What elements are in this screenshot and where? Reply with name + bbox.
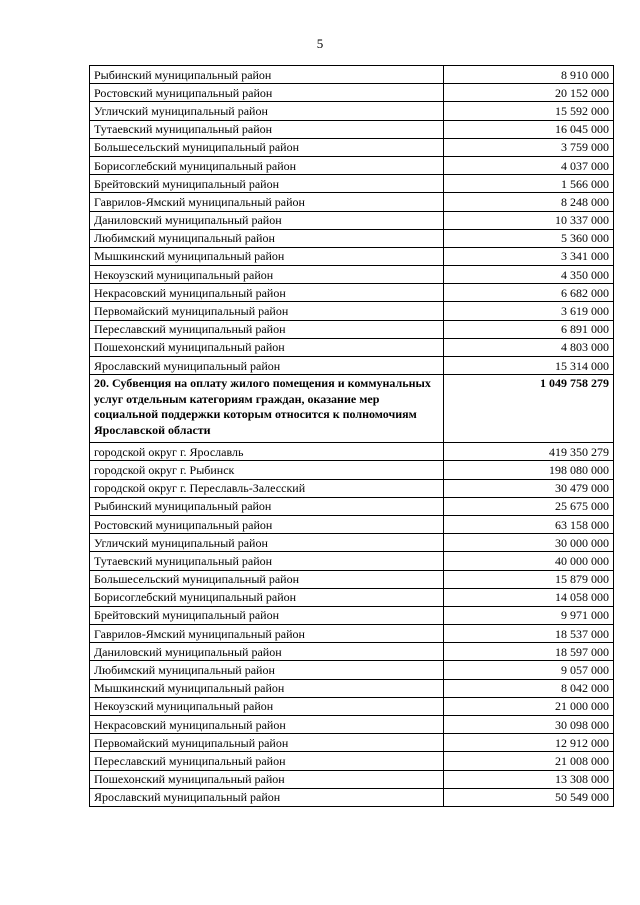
district-amount: 20 152 000 [444,84,614,102]
district-amount: 8 042 000 [444,679,614,697]
district-amount: 9 971 000 [444,606,614,624]
table-row [90,534,614,552]
district-amount: 198 080 000 [444,461,614,479]
table-row [90,697,614,715]
section-header [90,375,614,443]
district-amount: 3 759 000 [444,138,614,156]
table-row [90,716,614,734]
table-row [90,66,614,84]
table-row [90,193,614,211]
table-row [90,606,614,624]
district-name: Ярославский муниципальный район [90,788,444,806]
district-amount: 18 597 000 [444,643,614,661]
district-amount: 6 682 000 [444,284,614,302]
table-row [90,497,614,515]
table-row [90,284,614,302]
district-amount: 4 037 000 [444,156,614,174]
district-amount: 16 045 000 [444,120,614,138]
district-name: Тутаевский муниципальный район [90,120,444,138]
district-amount: 6 891 000 [444,320,614,338]
district-amount: 30 000 000 [444,534,614,552]
district-name: Даниловский муниципальный район [90,211,444,229]
table-row [90,266,614,284]
district-amount: 8 248 000 [444,193,614,211]
district-amount: 30 479 000 [444,479,614,497]
district-name: Любимский муниципальный район [90,229,444,247]
district-name: Даниловский муниципальный район [90,643,444,661]
table-row [90,338,614,356]
district-amount: 10 337 000 [444,211,614,229]
table-row [90,84,614,102]
district-name: Тутаевский муниципальный район [90,552,444,570]
table-row [90,102,614,120]
district-name: Большесельский муниципальный район [90,138,444,156]
district-amount: 63 158 000 [444,515,614,533]
district-name: Борисоглебский муниципальный район [90,588,444,606]
district-amount: 3 619 000 [444,302,614,320]
table-row [90,552,614,570]
district-name: Брейтовский муниципальный район [90,175,444,193]
table-row [90,570,614,588]
table-row [90,734,614,752]
district-name: Некрасовский муниципальный район [90,284,444,302]
table-row [90,588,614,606]
table-row [90,515,614,533]
district-amount: 15 592 000 [444,102,614,120]
district-amount: 5 360 000 [444,229,614,247]
district-name: городской округ г. Рыбинск [90,461,444,479]
district-name: Угличский муниципальный район [90,534,444,552]
district-name: Первомайский муниципальный район [90,734,444,752]
section-title: 20. Субвенция на оплату жилого помещения и коммунальных услуг отдельным категориям граждан, оказание мер социальной поддержки которым относится к полномочиям Ярославской области [90,375,444,443]
table-row [90,752,614,770]
table-row [90,770,614,788]
district-amount: 9 057 000 [444,661,614,679]
table-body-part1 [90,66,614,375]
district-name: Большесельский муниципальный район [90,570,444,588]
section-total-amount: 1 049 758 279 [444,375,614,443]
table-row [90,357,614,375]
district-amount: 12 912 000 [444,734,614,752]
district-name: городской округ г. Переславль-Залесский [90,479,444,497]
table-row [90,156,614,174]
district-amount: 4 350 000 [444,266,614,284]
district-amount: 1 566 000 [444,175,614,193]
district-name: Ярославский муниципальный район [90,357,444,375]
table-row [90,138,614,156]
district-amount: 50 549 000 [444,788,614,806]
table-body-part2 [90,443,614,807]
table-row [90,625,614,643]
district-amount: 18 537 000 [444,625,614,643]
district-name: Рыбинский муниципальный район [90,66,444,84]
table-row [90,247,614,265]
district-name: Мышкинский муниципальный район [90,247,444,265]
district-name: Ростовский муниципальный район [90,84,444,102]
table-row [90,788,614,806]
subvention-table [89,65,614,807]
section-row [90,375,614,443]
table-row [90,479,614,497]
table-row [90,461,614,479]
page-number: 5 [316,36,324,51]
district-amount: 14 058 000 [444,588,614,606]
district-name: городской округ г. Ярославль [90,443,444,461]
district-amount: 21 000 000 [444,697,614,715]
table-row [90,211,614,229]
table-row [90,229,614,247]
district-name: Некоузский муниципальный район [90,266,444,284]
district-name: Гаврилов-Ямский муниципальный район [90,625,444,643]
district-amount: 21 008 000 [444,752,614,770]
district-name: Некрасовский муниципальный район [90,716,444,734]
district-name: Мышкинский муниципальный район [90,679,444,697]
district-name: Брейтовский муниципальный район [90,606,444,624]
district-name: Угличский муниципальный район [90,102,444,120]
district-amount: 15 314 000 [444,357,614,375]
district-name: Гаврилов-Ямский муниципальный район [90,193,444,211]
district-name: Первомайский муниципальный район [90,302,444,320]
district-name: Пошехонский муниципальный район [90,770,444,788]
district-amount: 8 910 000 [444,66,614,84]
district-amount: 40 000 000 [444,552,614,570]
table-row [90,643,614,661]
district-name: Любимский муниципальный район [90,661,444,679]
table-row [90,679,614,697]
district-amount: 4 803 000 [444,338,614,356]
district-amount: 419 350 279 [444,443,614,461]
district-amount: 15 879 000 [444,570,614,588]
district-name: Пошехонский муниципальный район [90,338,444,356]
district-name: Рыбинский муниципальный район [90,497,444,515]
table-row [90,302,614,320]
district-name: Ростовский муниципальный район [90,515,444,533]
district-name: Некоузский муниципальный район [90,697,444,715]
district-amount: 30 098 000 [444,716,614,734]
table-row [90,443,614,461]
table-row [90,175,614,193]
district-name: Борисоглебский муниципальный район [90,156,444,174]
table-row [90,320,614,338]
district-amount: 25 675 000 [444,497,614,515]
district-name: Переславский муниципальный район [90,752,444,770]
table-row [90,120,614,138]
district-amount: 13 308 000 [444,770,614,788]
district-name: Переславский муниципальный район [90,320,444,338]
district-amount: 3 341 000 [444,247,614,265]
table-row [90,661,614,679]
